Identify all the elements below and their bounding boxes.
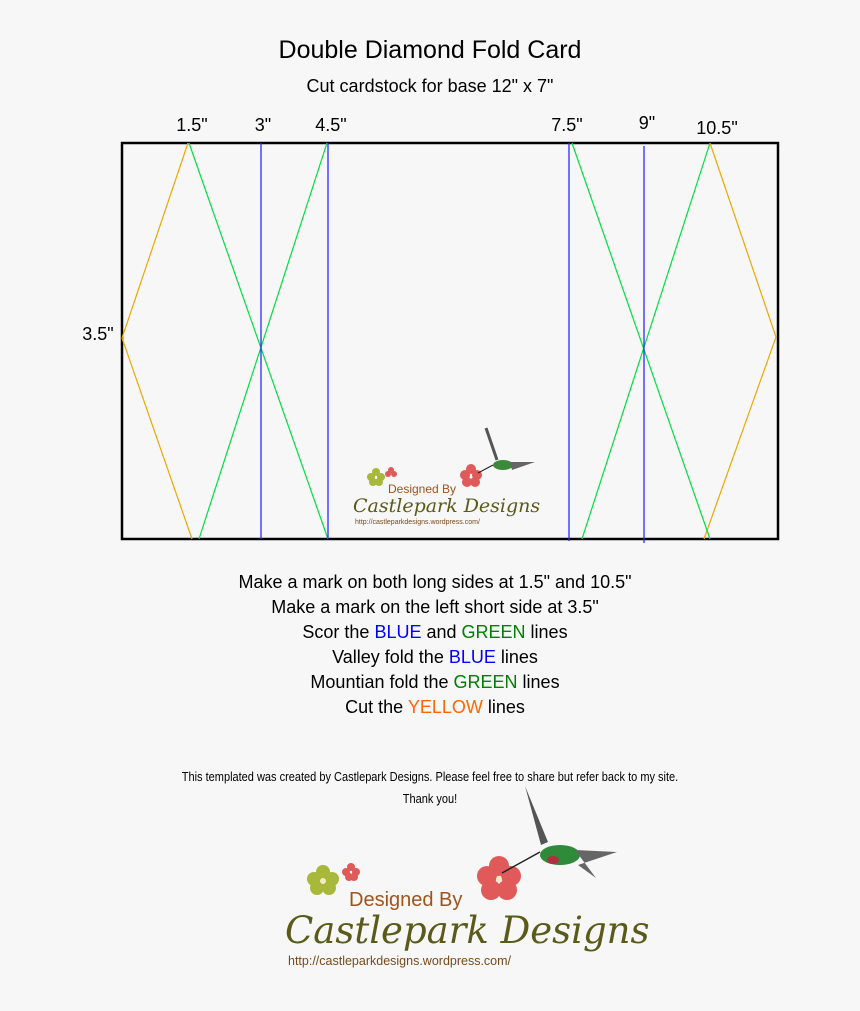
yellow-line-right: [704, 143, 776, 539]
mark-label-3: 3": [254, 115, 272, 135]
instructions: [0, 570, 860, 720]
hummingbird-icon: [478, 428, 535, 473]
logo-url: http://castleparkdesigns.wordpress.com/: [288, 954, 512, 968]
instruction-3: [0, 620, 860, 645]
logo-name: Castlepark Designs: [285, 909, 650, 952]
green-mountain-lines: [189, 143, 710, 539]
instruction-6: [0, 695, 860, 720]
thank-you: Thank you!: [402, 792, 458, 806]
logo-name: Castlepark Designs: [353, 495, 541, 517]
flower-icon: [460, 464, 482, 487]
text: lines: [495, 647, 538, 667]
flower-icon: [342, 863, 360, 881]
text: lines: [517, 672, 560, 692]
mark-label-9: 9": [638, 113, 656, 133]
text: Mountian fold the: [310, 672, 454, 692]
flower-icon: [477, 856, 521, 900]
mark-label-10-5: 10.5": [696, 118, 738, 138]
green-line: [582, 143, 710, 539]
yellow-cut-lines: [122, 143, 776, 539]
credit-note: [52, 766, 809, 810]
logo-designed-by: Designed By: [388, 482, 457, 496]
text: lines: [525, 622, 568, 642]
instruction-2: Make a mark on the left short side at 3.5": [271, 597, 599, 617]
mark-label-1-5: 1.5": [176, 115, 208, 135]
green-word: GREEN: [461, 622, 526, 642]
green-line: [199, 143, 327, 539]
green-word: GREEN: [453, 672, 518, 692]
mark-label-3-5: 3.5": [82, 324, 114, 344]
credit-line: This templated was created by Castlepark Designs. Please feel free to share but refer back to my site.: [181, 770, 679, 784]
blue-word: BLUE: [448, 647, 496, 667]
green-line: [572, 143, 710, 539]
flower-icon: [307, 865, 339, 895]
large-logo: [285, 786, 649, 968]
flower-icon: [385, 467, 397, 477]
green-line: [189, 143, 328, 539]
mark-label-4-5: 4.5": [315, 115, 347, 135]
small-logo: [353, 428, 540, 526]
card-outline: [122, 143, 778, 539]
mark-label-7-5: 7.5": [551, 115, 583, 135]
text: lines: [482, 697, 525, 717]
text: Cut the: [345, 697, 408, 717]
yellow-word: YELLOW: [407, 697, 483, 717]
instruction-5: [0, 670, 860, 695]
instruction-4: [0, 645, 860, 670]
text: and: [421, 622, 462, 642]
text: Scor the: [302, 622, 375, 642]
instruction-1: Make a mark on both long sides at 1.5" and 10.5": [238, 572, 632, 592]
logo-designed-by: Designed By: [349, 889, 463, 911]
logo-url: http://castleparkdesigns.wordpress.com/: [355, 519, 480, 526]
subtitle: Cut cardstock for base 12" x 7": [306, 76, 554, 96]
flower-icon: [367, 468, 385, 486]
yellow-line-left: [122, 143, 192, 539]
text: Valley fold the: [332, 647, 449, 667]
blue-word: BLUE: [374, 622, 422, 642]
page-title: Double Diamond Fold Card: [278, 36, 582, 64]
